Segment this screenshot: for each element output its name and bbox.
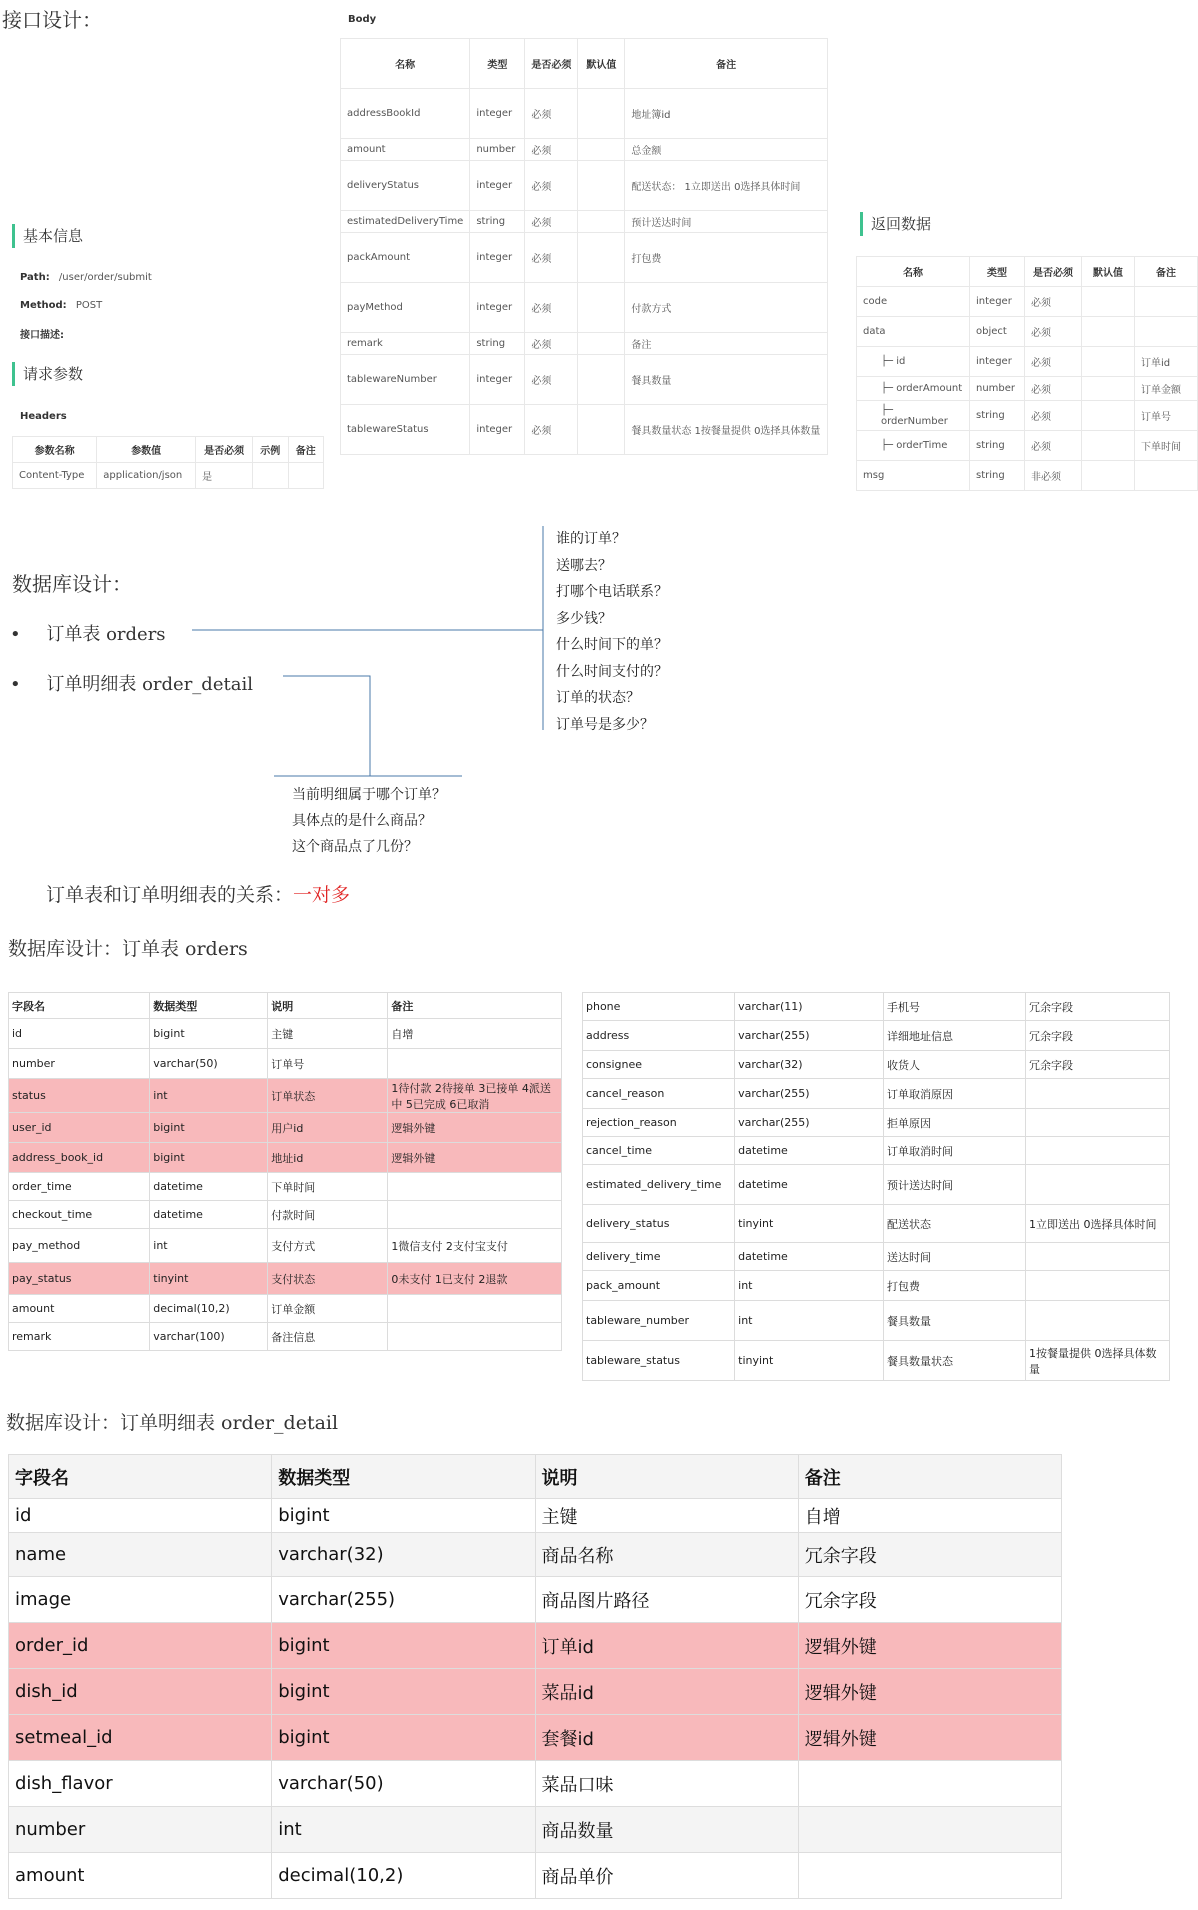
- cell: [1026, 1109, 1170, 1137]
- method-value: POST: [75, 300, 103, 311]
- orders-left-table: [8, 992, 562, 1351]
- cell: pack_amount: [583, 1271, 735, 1301]
- table-row: [583, 1165, 1170, 1205]
- cell: 必须: [1025, 431, 1082, 461]
- cell: 商品图片路径: [535, 1577, 798, 1623]
- cell: 手机号: [883, 993, 1025, 1021]
- cell: 订单id: [535, 1623, 798, 1669]
- cell: data: [857, 317, 970, 347]
- cell: image: [9, 1577, 272, 1623]
- table-row: [9, 1263, 562, 1295]
- header-cell: 说明: [268, 993, 388, 1019]
- cell: 必须: [525, 355, 578, 405]
- cell: 必须: [525, 333, 578, 355]
- cell: 冗余字段: [1026, 1051, 1170, 1079]
- orders-questions: [556, 526, 668, 738]
- cell: consignee: [583, 1051, 735, 1079]
- table-row: [9, 1295, 562, 1323]
- question-item: 这个商品点了几份？: [292, 839, 418, 855]
- table-row: [583, 1341, 1170, 1381]
- cell: tinyint: [150, 1263, 268, 1295]
- cell: varchar(255): [735, 1021, 884, 1051]
- cell: 必须: [1025, 401, 1082, 431]
- cell: 逻辑外键: [388, 1113, 562, 1143]
- cell: 下单时间: [1135, 431, 1198, 461]
- header-row: [9, 993, 562, 1019]
- cell: [798, 1853, 1061, 1899]
- cell: 0未支付 1已支付 2退款: [388, 1263, 562, 1295]
- cell: int: [735, 1301, 884, 1341]
- cell: pay_method: [9, 1229, 150, 1263]
- detail-table: [8, 1454, 1062, 1899]
- cell: 主键: [535, 1499, 798, 1533]
- cell: 必须: [525, 233, 578, 283]
- cell: packAmount: [341, 233, 470, 283]
- cell: 逻辑外键: [798, 1623, 1061, 1669]
- cell: delivery_time: [583, 1243, 735, 1271]
- cell: varchar(255): [272, 1577, 535, 1623]
- cell: address: [583, 1021, 735, 1051]
- cell: ├─ id: [857, 347, 970, 377]
- table-row: [9, 1761, 1062, 1807]
- table-row: [583, 1243, 1170, 1271]
- table-row: [9, 1623, 1062, 1669]
- cell: 配送状态： 1立即送出 0选择具体时间: [625, 161, 828, 211]
- path-value: /user/order/submit: [58, 272, 152, 283]
- db-design-title: 数据库设计：: [12, 572, 132, 596]
- cell: decimal(10,2): [272, 1853, 535, 1899]
- cell: 自增: [798, 1499, 1061, 1533]
- header-cell: 示例: [253, 437, 288, 463]
- cell: 地址id: [268, 1143, 388, 1173]
- cell: cancel_reason: [583, 1079, 735, 1109]
- cell: 用户id: [268, 1113, 388, 1143]
- cell: ├─ orderNumber: [857, 401, 970, 431]
- cell: decimal(10,2): [150, 1295, 268, 1323]
- cell: phone: [583, 993, 735, 1021]
- cell: bigint: [272, 1715, 535, 1761]
- table-row: [9, 1323, 562, 1351]
- cell: 套餐id: [535, 1715, 798, 1761]
- cell: bigint: [150, 1113, 268, 1143]
- cell: 订单号: [1135, 401, 1198, 431]
- bullet-icon: •: [10, 674, 21, 695]
- cell: 1待付款 2待接单 3已接单 4派送中 5已完成 6已取消: [388, 1079, 562, 1113]
- table-row: [9, 1049, 562, 1079]
- cell: 必须: [525, 405, 578, 455]
- cell: checkout_time: [9, 1201, 150, 1229]
- table-row: [9, 1113, 562, 1143]
- cell: 必须: [1025, 377, 1082, 401]
- cell: integer: [470, 405, 525, 455]
- cell: order_time: [9, 1173, 150, 1201]
- table-row: [583, 1051, 1170, 1079]
- cell: ├─ orderTime: [857, 431, 970, 461]
- cell: 商品数量: [535, 1807, 798, 1853]
- desc-label: 接口描述:: [20, 330, 64, 341]
- header-cell: 名称: [341, 39, 470, 89]
- cell: dish_id: [9, 1669, 272, 1715]
- relation-value: 一对多: [293, 884, 351, 906]
- relation-line: [46, 880, 350, 907]
- cell: 付款时间: [268, 1201, 388, 1229]
- cell: datetime: [735, 1243, 884, 1271]
- header-cell: 备注: [1135, 257, 1198, 287]
- cell: int: [735, 1271, 884, 1301]
- cell: [388, 1201, 562, 1229]
- cell: 是: [196, 463, 253, 489]
- header-cell: 是否必须: [1025, 257, 1082, 287]
- cell: estimatedDeliveryTime: [341, 211, 470, 233]
- cell: payMethod: [341, 283, 470, 333]
- cell: tableware_status: [583, 1341, 735, 1381]
- cell: amount: [9, 1853, 272, 1899]
- cell: 菜品口味: [535, 1761, 798, 1807]
- cell: integer: [470, 355, 525, 405]
- cell: 付款方式: [625, 283, 828, 333]
- table-row: [9, 1201, 562, 1229]
- table-row: [583, 1205, 1170, 1243]
- cell: 备注信息: [268, 1323, 388, 1351]
- cell: bigint: [150, 1019, 268, 1049]
- cell: 打包费: [883, 1271, 1025, 1301]
- table-row: [9, 1173, 562, 1201]
- relation-prefix: 订单表和订单明细表的关系：: [46, 884, 294, 906]
- cell: id: [9, 1499, 272, 1533]
- cell: string: [470, 333, 525, 355]
- table-row: [9, 1669, 1062, 1715]
- header-cell: 默认值: [1082, 257, 1135, 287]
- cell: 主键: [268, 1019, 388, 1049]
- path-label: Path:: [20, 272, 50, 283]
- cell: 订单id: [1135, 347, 1198, 377]
- cell: 打包费: [625, 233, 828, 283]
- cell: 1立即送出 0选择具体时间: [1026, 1205, 1170, 1243]
- header-cell: 备注: [388, 993, 562, 1019]
- cell: 冗余字段: [1026, 993, 1170, 1021]
- header-cell: 备注: [625, 39, 828, 89]
- header-cell: 数据类型: [272, 1455, 535, 1499]
- cell: 支付状态: [268, 1263, 388, 1295]
- cell: estimated_delivery_time: [583, 1165, 735, 1205]
- header-cell: 默认值: [578, 39, 625, 89]
- cell: 商品单价: [535, 1853, 798, 1899]
- table-row: [9, 1143, 562, 1173]
- cell: varchar(32): [735, 1051, 884, 1079]
- cell: string: [970, 461, 1025, 491]
- cell: 餐具数量: [625, 355, 828, 405]
- cell: [1026, 1165, 1170, 1205]
- table-row: [583, 1079, 1170, 1109]
- header-cell: 说明: [535, 1455, 798, 1499]
- cell: [388, 1049, 562, 1079]
- cell: 拒单原因: [883, 1109, 1025, 1137]
- cell: varchar(50): [272, 1761, 535, 1807]
- cell: tablewareNumber: [341, 355, 470, 405]
- db-item-orders: • 订单表 orders: [10, 624, 166, 645]
- cell: tinyint: [735, 1205, 884, 1243]
- cell: user_id: [9, 1113, 150, 1143]
- table-row: [9, 1715, 1062, 1761]
- cell: [1026, 1079, 1170, 1109]
- cell: Content-Type: [13, 463, 97, 489]
- cell: [798, 1807, 1061, 1853]
- cell: 预计送达时间: [625, 211, 828, 233]
- table-row: [9, 1019, 562, 1049]
- question-item: 什么时间下的单？: [556, 637, 668, 653]
- method-label: Method:: [20, 300, 67, 311]
- body-label: Body: [348, 14, 377, 25]
- cell: remark: [9, 1323, 150, 1351]
- table-row: [583, 1301, 1170, 1341]
- cell: int: [272, 1807, 535, 1853]
- header-cell: 字段名: [9, 1455, 272, 1499]
- cell: 总金额: [625, 139, 828, 161]
- cell: 菜品id: [535, 1669, 798, 1715]
- cell: string: [970, 401, 1025, 431]
- cell: 地址簿id: [625, 89, 828, 139]
- cell: 订单金额: [1135, 377, 1198, 401]
- cell: 必须: [525, 161, 578, 211]
- question-item: 送哪去？: [556, 557, 612, 574]
- cell: tableware_number: [583, 1301, 735, 1341]
- cell: 支付方式: [268, 1229, 388, 1263]
- cell: [1026, 1301, 1170, 1341]
- cell: cancel_time: [583, 1137, 735, 1165]
- cell: 非必须: [1025, 461, 1082, 491]
- question-item: 当前明细属于哪个订单？: [292, 787, 446, 803]
- question-item: 打哪个电话联系？: [556, 584, 668, 600]
- cell: tinyint: [735, 1341, 884, 1381]
- header-cell: 字段名: [9, 993, 150, 1019]
- cell: 自增: [388, 1019, 562, 1049]
- cell: 必须: [525, 89, 578, 139]
- cell: 备注: [625, 333, 828, 355]
- cell: 详细地址信息: [883, 1021, 1025, 1051]
- cell: 餐具数量: [883, 1301, 1025, 1341]
- cell: varchar(32): [272, 1533, 535, 1577]
- table-row: [9, 1079, 562, 1113]
- db-item-order-detail: • 订单明细表 order_detail: [10, 674, 253, 695]
- table-row: [583, 993, 1170, 1021]
- cell: name: [9, 1533, 272, 1577]
- detail-table-title: 数据库设计：订单明细表 order_detail: [6, 1412, 339, 1434]
- basic-info-title: 基本信息: [12, 224, 83, 248]
- cell: 餐具数量状态 1按餐量提供 0选择具体数量: [625, 405, 828, 455]
- cell: 冗余字段: [798, 1577, 1061, 1623]
- header-cell: 备注: [798, 1455, 1061, 1499]
- cell: amount: [341, 139, 470, 161]
- header-cell: 类型: [970, 257, 1025, 287]
- cell: 订单状态: [268, 1079, 388, 1113]
- table-row: [583, 1137, 1170, 1165]
- cell: 订单号: [268, 1049, 388, 1079]
- header-cell: 参数名称: [13, 437, 97, 463]
- cell: bigint: [272, 1669, 535, 1715]
- cell: setmeal_id: [9, 1715, 272, 1761]
- interface-title: 接口设计：: [2, 8, 102, 32]
- cell: [1026, 1271, 1170, 1301]
- table-row: [9, 1807, 1062, 1853]
- cell: 冗余字段: [798, 1533, 1061, 1577]
- response-title: 返回数据: [860, 212, 931, 236]
- header-cell: 名称: [857, 257, 970, 287]
- question-item: 多少钱？: [556, 610, 612, 627]
- cell: msg: [857, 461, 970, 491]
- cell: varchar(255): [735, 1109, 884, 1137]
- headers-label: Headers: [20, 411, 67, 422]
- cell: 必须: [1025, 317, 1082, 347]
- header-cell: 是否必须: [525, 39, 578, 89]
- cell: ├─ orderAmount: [857, 377, 970, 401]
- cell: integer: [470, 283, 525, 333]
- header-cell: 是否必须: [196, 437, 253, 463]
- cell: 1微信支付 2支付宝支付: [388, 1229, 562, 1263]
- cell: rejection_reason: [583, 1109, 735, 1137]
- bullet-icon: •: [10, 624, 21, 645]
- cell: addressBookId: [341, 89, 470, 139]
- cell: 送达时间: [883, 1243, 1025, 1271]
- cell: datetime: [735, 1137, 884, 1165]
- cell: bigint: [272, 1499, 535, 1533]
- cell: 1按餐量提供 0选择具体数量: [1026, 1341, 1170, 1381]
- table-row: [583, 1021, 1170, 1051]
- cell: integer: [970, 287, 1025, 317]
- cell: dish_flavor: [9, 1761, 272, 1807]
- cell: 逻辑外键: [388, 1143, 562, 1173]
- question-item: 订单号是多少？: [556, 716, 654, 733]
- header-cell: 备注: [288, 437, 324, 463]
- cell: 逻辑外键: [798, 1715, 1061, 1761]
- cell: string: [470, 211, 525, 233]
- table-row: [9, 1229, 562, 1263]
- cell: code: [857, 287, 970, 317]
- cell: 收货人: [883, 1051, 1025, 1079]
- header-row: [9, 1455, 1062, 1499]
- cell: bigint: [272, 1623, 535, 1669]
- cell: deliveryStatus: [341, 161, 470, 211]
- cell: 必须: [1025, 287, 1082, 317]
- header-cell: 参数值: [97, 437, 196, 463]
- cell: int: [150, 1229, 268, 1263]
- cell: [1026, 1137, 1170, 1165]
- cell: application/json: [97, 463, 196, 489]
- cell: 必须: [525, 139, 578, 161]
- cell: integer: [470, 89, 525, 139]
- cell: 订单取消时间: [883, 1137, 1025, 1165]
- cell: 必须: [525, 211, 578, 233]
- cell: 餐具数量状态: [883, 1341, 1025, 1381]
- question-item: 订单的状态？: [556, 690, 640, 706]
- cell: delivery_status: [583, 1205, 735, 1243]
- cell: 订单金额: [268, 1295, 388, 1323]
- cell: datetime: [150, 1173, 268, 1201]
- table-row: [583, 1109, 1170, 1137]
- cell: object: [970, 317, 1025, 347]
- cell: [388, 1173, 562, 1201]
- table-row: [9, 1853, 1062, 1899]
- cell: 配送状态: [883, 1205, 1025, 1243]
- cell: remark: [341, 333, 470, 355]
- cell: string: [970, 431, 1025, 461]
- cell: 预计送达时间: [883, 1165, 1025, 1205]
- table-row: [9, 1533, 1062, 1577]
- cell: [388, 1323, 562, 1351]
- cell: order_id: [9, 1623, 272, 1669]
- cell: varchar(255): [735, 1079, 884, 1109]
- cell: varchar(100): [150, 1323, 268, 1351]
- table-row: [9, 1577, 1062, 1623]
- table-row: [9, 1499, 1062, 1533]
- cell: 商品名称: [535, 1533, 798, 1577]
- cell: datetime: [735, 1165, 884, 1205]
- request-params-title: 请求参数: [12, 362, 83, 386]
- cell: [798, 1761, 1061, 1807]
- cell: [388, 1295, 562, 1323]
- cell: datetime: [150, 1201, 268, 1229]
- header-cell: 类型: [470, 39, 525, 89]
- cell: varchar(50): [150, 1049, 268, 1079]
- cell: id: [9, 1019, 150, 1049]
- orders-right-table: [582, 992, 1170, 1381]
- cell: number: [9, 1049, 150, 1079]
- cell: amount: [9, 1295, 150, 1323]
- cell: status: [9, 1079, 150, 1113]
- cell: number: [970, 377, 1025, 401]
- mindmap-connectors: [0, 0, 1198, 910]
- cell: 逻辑外键: [798, 1669, 1061, 1715]
- cell: number: [470, 139, 525, 161]
- cell: 冗余字段: [1026, 1021, 1170, 1051]
- cell: 订单取消原因: [883, 1079, 1025, 1109]
- cell: integer: [970, 347, 1025, 377]
- cell: 下单时间: [268, 1173, 388, 1201]
- cell: 必须: [1025, 347, 1082, 377]
- cell: varchar(11): [735, 993, 884, 1021]
- cell: address_book_id: [9, 1143, 150, 1173]
- cell: number: [9, 1807, 272, 1853]
- question-item: 什么时间支付的？: [556, 663, 668, 680]
- table-row: [583, 1271, 1170, 1301]
- cell: integer: [470, 233, 525, 283]
- cell: tablewareStatus: [341, 405, 470, 455]
- cell: [1026, 1243, 1170, 1271]
- question-item: 谁的订单？: [556, 531, 626, 547]
- cell: 必须: [525, 283, 578, 333]
- orders-table-title: 数据库设计：订单表 orders: [8, 938, 248, 960]
- cell: int: [150, 1079, 268, 1113]
- detail-questions: [292, 782, 446, 860]
- cell: integer: [470, 161, 525, 211]
- cell: pay_status: [9, 1263, 150, 1295]
- question-item: 具体点的是什么商品？: [292, 813, 432, 829]
- cell: bigint: [150, 1143, 268, 1173]
- header-cell: 数据类型: [150, 993, 268, 1019]
